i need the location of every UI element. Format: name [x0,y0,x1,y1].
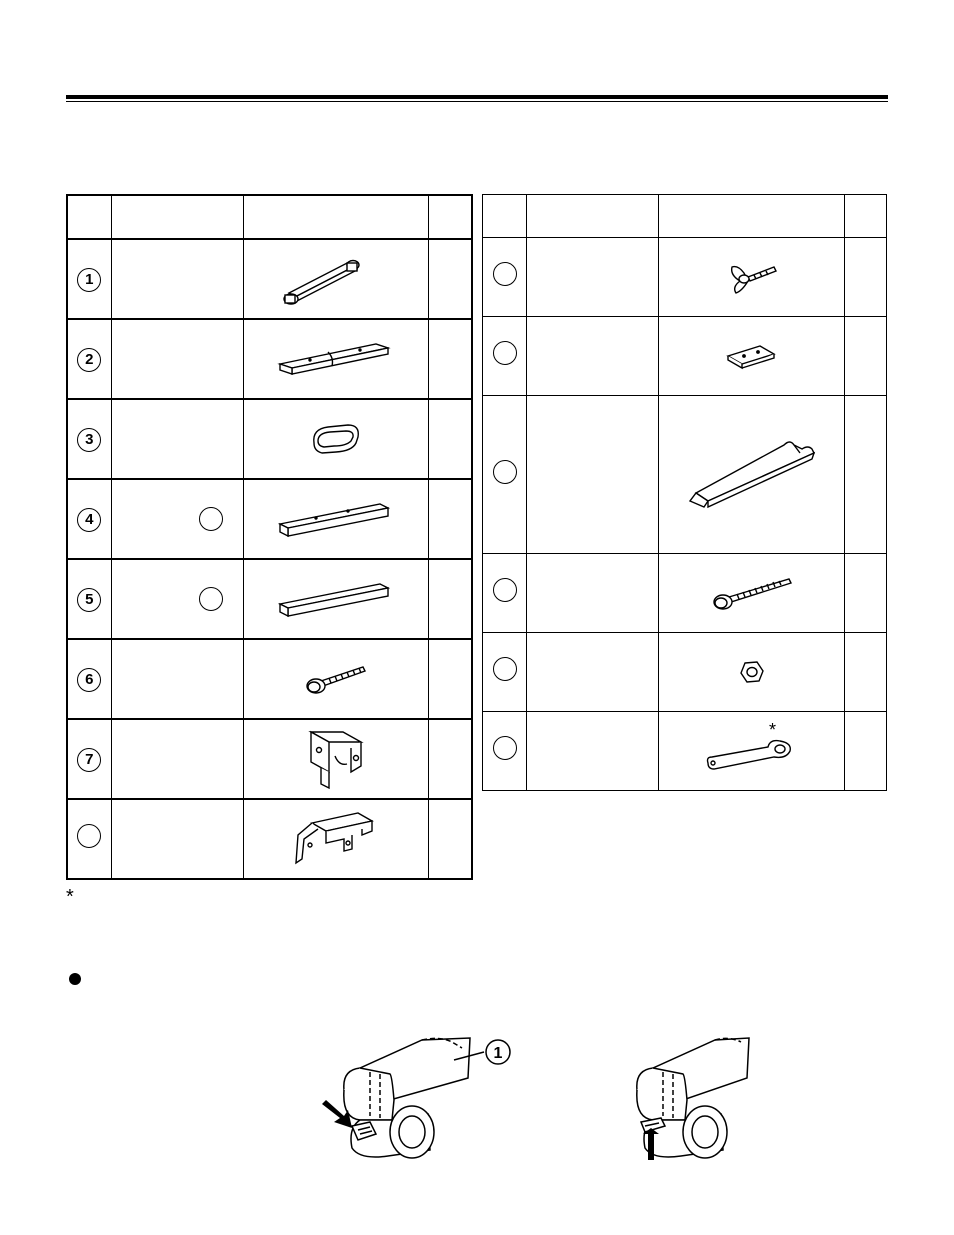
part-number: 7 [67,719,111,799]
header-qty [428,195,472,239]
header-no [483,195,527,238]
part-qty [428,639,472,719]
part-name [111,399,243,479]
header-rule-thick [66,95,888,99]
plate-icon [659,317,845,396]
part-qty [845,633,887,712]
table-row [483,554,887,633]
table-row [67,479,472,559]
part-name [527,712,659,791]
part-name [111,239,243,319]
part-name [111,799,243,879]
wing-bolt-icon [659,238,845,317]
table-header-row [67,195,472,239]
parts-table-left [66,194,473,880]
part-name [527,238,659,317]
table-row [483,633,887,712]
bracket-icon [243,719,428,799]
part-name [111,479,243,559]
part-number [483,396,527,554]
part-qty [428,559,472,639]
part-qty [428,239,472,319]
asterisk-mark: * [769,720,777,740]
header-rule-thin [66,101,888,102]
footnote-asterisk: * [66,886,74,908]
table-row [67,239,472,319]
header-name [111,195,243,239]
header-name [527,195,659,238]
long-bolt-icon [659,554,845,633]
bracket-long-icon [243,799,428,879]
square-pipe-with-holes-icon [243,479,428,559]
part-qty [428,319,472,399]
part-number [483,712,527,791]
part-name [527,396,659,554]
header-illustration [659,195,845,238]
part-number [483,317,527,396]
table-row [67,799,472,879]
part-name [111,719,243,799]
wrench-icon [659,712,845,791]
part-number: 2 [67,319,111,399]
parts-table-right [482,194,887,791]
part-qty [845,317,887,396]
part-number: 3 [67,399,111,479]
part-qty [845,238,887,317]
table-row [483,712,887,791]
figure-callout: 1 [493,1045,503,1062]
part-qty [845,712,887,791]
part-name [111,639,243,719]
caster-lock-figure-press [320,1030,520,1165]
part-number: 6 [67,639,111,719]
nut-icon [659,633,845,712]
tapered-arm-icon [659,396,845,554]
part-name [527,554,659,633]
table-row [483,396,887,554]
part-number [483,633,527,712]
part-qty [845,396,887,554]
part-qty [428,479,472,559]
header-no [67,195,111,239]
part-number: 1 [67,239,111,319]
header-illustration [243,195,428,239]
part-number [483,238,527,317]
part-number [483,554,527,633]
bullet-icon [69,973,81,985]
part-qty [845,554,887,633]
table-row [67,319,472,399]
cap-icon [243,399,428,479]
part-reference [199,507,223,531]
bolt-icon [243,639,428,719]
table-header-row [483,195,887,238]
part-name [111,559,243,639]
part-name [527,633,659,712]
table-row [483,238,887,317]
table-row [67,559,472,639]
table-row [67,399,472,479]
slotted-rail-icon [243,319,428,399]
caster-lock-figure-release [625,1030,765,1165]
table-row [67,719,472,799]
part-number: 4 [67,479,111,559]
part-qty [428,799,472,879]
header-qty [845,195,887,238]
part-name [527,317,659,396]
part-reference [199,587,223,611]
part-name [111,319,243,399]
part-number [67,799,111,879]
square-pipe-icon [243,559,428,639]
table-row [67,639,472,719]
table-row [483,317,887,396]
bar-with-casters-icon [243,239,428,319]
part-qty [428,399,472,479]
part-qty [428,719,472,799]
part-number: 5 [67,559,111,639]
